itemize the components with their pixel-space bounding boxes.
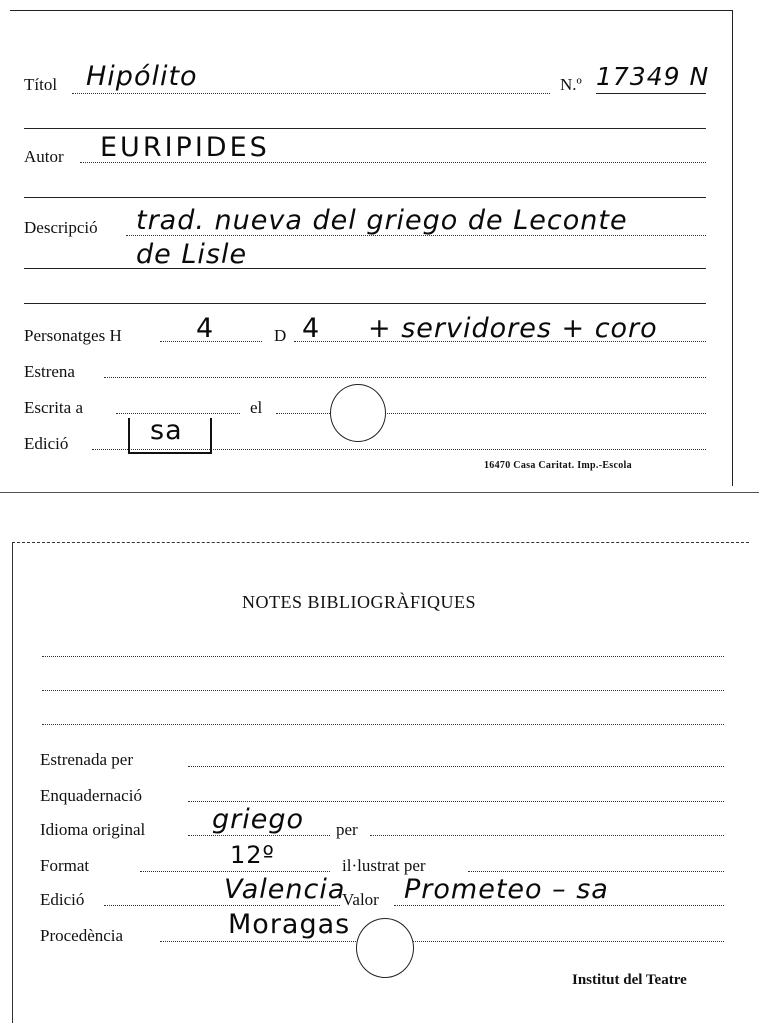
illustrat-line bbox=[468, 871, 724, 872]
valor-line bbox=[394, 905, 724, 906]
rule-line bbox=[24, 303, 706, 304]
idioma-label: Idioma original bbox=[40, 820, 146, 839]
idioma-value: griego bbox=[212, 804, 305, 835]
personatges-label: Personatges H bbox=[24, 326, 122, 345]
per-label: per bbox=[336, 820, 358, 839]
format-line bbox=[140, 871, 330, 872]
rule-line bbox=[24, 268, 706, 269]
printer-imprint: 16470 Casa Caritat. Imp.-Escola bbox=[484, 460, 632, 471]
escrita-line bbox=[116, 413, 240, 414]
d-label: D bbox=[274, 326, 287, 345]
cut-line bbox=[0, 492, 759, 493]
estrena-label: Estrena bbox=[24, 362, 75, 381]
estrenada-line bbox=[188, 766, 724, 767]
d-value: 4 bbox=[302, 313, 321, 344]
procedencia-line bbox=[160, 941, 724, 942]
notes-heading: NOTES BIBLIOGRÀFIQUES bbox=[242, 592, 477, 612]
titol-label: Títol bbox=[24, 75, 58, 94]
procedencia-label: Procedència bbox=[40, 926, 124, 945]
el-label: el bbox=[250, 398, 263, 417]
format-value: 12º bbox=[230, 841, 275, 869]
per-line bbox=[370, 835, 724, 836]
enquadernacio-label: Enquadernació bbox=[40, 786, 142, 805]
edicio-line-back bbox=[104, 905, 340, 906]
punch-hole-back bbox=[356, 918, 414, 978]
valor-label: Valor bbox=[342, 890, 379, 909]
autor-value: EURIPIDES bbox=[100, 132, 270, 163]
personatges-extra: + servidores + coro bbox=[368, 313, 658, 344]
notes-line bbox=[42, 690, 724, 691]
numero-label: N.º bbox=[560, 75, 582, 94]
edicio-value-back: Valencia bbox=[224, 874, 346, 905]
estrenada-label: Estrenada per bbox=[40, 750, 133, 769]
notes-line bbox=[42, 656, 724, 657]
descripcio-line2: de Lisle bbox=[136, 239, 248, 270]
valor-value: Prometeo – sa bbox=[404, 874, 609, 905]
autor-line bbox=[80, 162, 706, 163]
procedencia-value: Moragas bbox=[228, 909, 351, 940]
escrita-label: Escrita a bbox=[24, 398, 83, 417]
format-label: Format bbox=[40, 856, 90, 875]
punch-hole-front bbox=[330, 384, 386, 442]
edicio-value-front: sa bbox=[150, 415, 183, 446]
notes-line bbox=[42, 724, 724, 725]
rule-line bbox=[24, 197, 706, 198]
autor-label: Autor bbox=[24, 147, 64, 166]
institut-imprint: Institut del Teatre bbox=[572, 972, 687, 988]
numero-line bbox=[596, 93, 706, 94]
descripcio-label: Descripció bbox=[24, 218, 98, 237]
descripcio-line1: trad. nueva del griego de Leconte bbox=[136, 205, 628, 236]
numero-value: 17349 N bbox=[596, 62, 710, 91]
titol-line bbox=[72, 93, 550, 94]
d-line bbox=[294, 341, 706, 342]
h-value: 4 bbox=[196, 313, 215, 344]
edicio-label-back: Edició bbox=[40, 890, 85, 909]
descripcio-line bbox=[126, 235, 706, 236]
titol-value: Hipólito bbox=[86, 61, 198, 92]
illustrat-label: il·lustrat per bbox=[342, 856, 426, 875]
rule-line bbox=[24, 128, 706, 129]
estrena-line bbox=[104, 377, 706, 378]
enquadernacio-line bbox=[188, 801, 724, 802]
h-line bbox=[160, 341, 262, 342]
edicio-label-front: Edició bbox=[24, 434, 69, 453]
idioma-line bbox=[188, 835, 330, 836]
